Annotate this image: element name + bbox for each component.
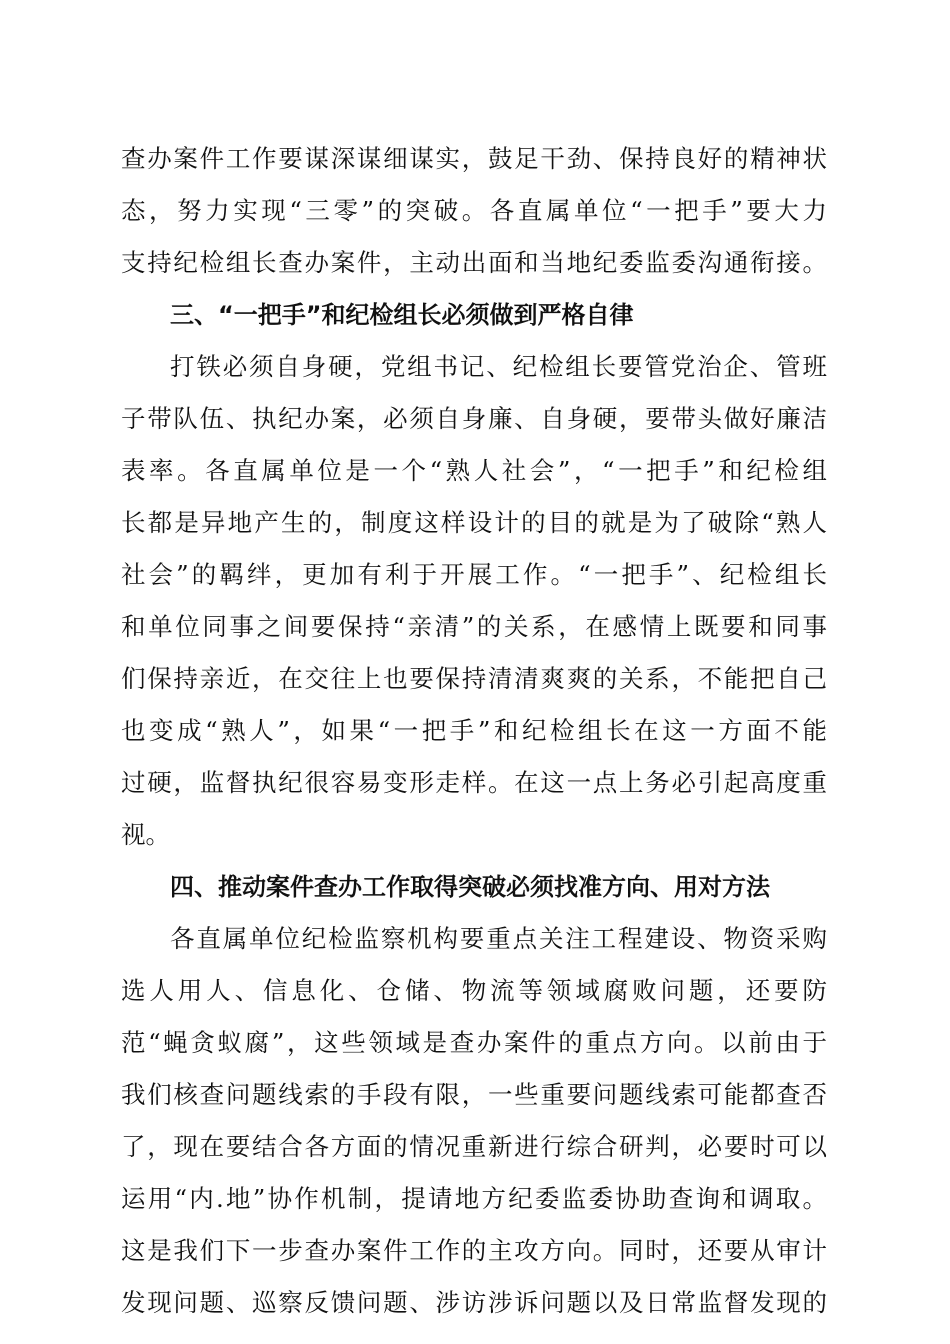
paragraph-line: 和单位同事之间要保持“亲清”的关系，在感情上既要和同事 (121, 612, 827, 641)
paragraph-line: 发现问题、巡察反馈问题、涉访涉诉问题以及日常监督发现的 (121, 1288, 827, 1317)
paragraph-line: 打铁必须自身硬，党组书记、纪检组长要管党治企、管班 (170, 352, 827, 381)
paragraph-line: 了，现在要结合各方面的情况重新进行综合研判，必要时可以 (121, 1132, 827, 1161)
paragraph-line: 们保持亲近，在交往上也要保持清清爽爽的关系，不能把自己 (121, 664, 827, 693)
paragraph-line: 长都是异地产生的，制度这样设计的目的就是为了破除“熟人 (121, 508, 827, 537)
paragraph-line: 各直属单位纪检监察机构要重点关注工程建设、物资采购 (170, 924, 827, 953)
paragraph-line: 社会”的羁绊，更加有利于开展工作。“一把手”、纪检组长 (121, 560, 827, 589)
paragraph-line: 表率。各直属单位是一个“熟人社会”，“一把手”和纪检组 (121, 456, 827, 485)
section-heading-4: 四、推动案件查办工作取得突破必须找准方向、用对方法 (170, 873, 770, 901)
paragraph-line: 选人用人、信息化、仓储、物流等领域腐败问题，还要防 (121, 976, 827, 1005)
paragraph-line: 过硬，监督执纪很容易变形走样。在这一点上务必引起高度重 (121, 768, 827, 797)
paragraph-line: 我们核查问题线索的手段有限，一些重要问题线索可能都查否 (121, 1080, 827, 1109)
paragraph-line: 态，努力实现“三零”的突破。各直属单位“一把手”要大力 (121, 196, 827, 225)
paragraph-line: 查办案件工作要谋深谋细谋实，鼓足干劲、保持良好的精神状 (121, 144, 827, 173)
paragraph-line: 范“蝇贪蚁腐”，这些领域是查办案件的重点方向。以前由于 (121, 1028, 827, 1057)
paragraph-line: 这是我们下一步查办案件工作的主攻方向。同时，还要从审计 (121, 1236, 827, 1265)
paragraph-line: 子带队伍、执纪办案，必须自身廉、自身硬，要带头做好廉洁 (121, 404, 827, 433)
paragraph-line: 也变成“熟人”，如果“一把手”和纪检组长在这一方面不能 (121, 716, 827, 745)
paragraph-line: 运用“内.地”协作机制，提请地方纪委监委协助查询和调取。 (121, 1184, 827, 1213)
paragraph-line: 支持纪检组长查办案件，主动出面和当地纪委监委沟通衔接。 (121, 248, 827, 277)
paragraph-line: 视。 (121, 820, 170, 849)
section-heading-3: 三、“一把手”和纪检组长必须做到严格自律 (170, 301, 634, 329)
